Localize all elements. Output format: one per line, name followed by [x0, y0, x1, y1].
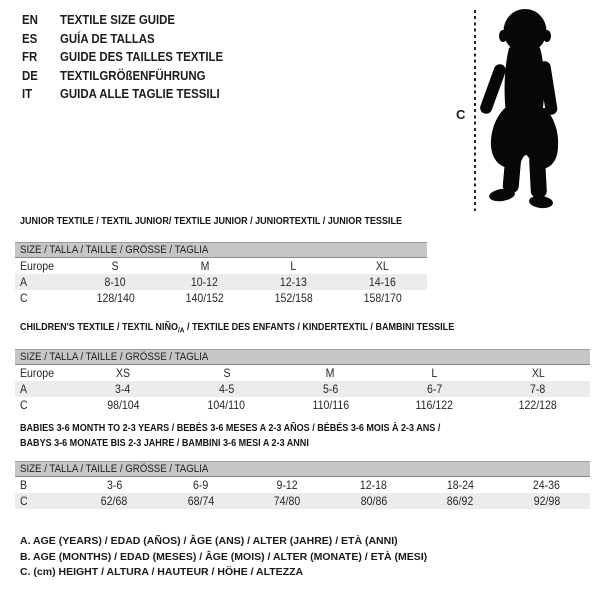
table-cell: 158/170	[363, 291, 402, 305]
table-cell: 6-9	[193, 478, 209, 492]
table-cell: 3-4	[115, 381, 131, 396]
table-cell: 3-6	[106, 478, 122, 492]
size-table	[15, 461, 590, 509]
language-row	[22, 11, 245, 30]
row-label: A	[20, 275, 28, 289]
language-title: GUÍA DE TALLAS	[60, 30, 155, 46]
table-cell: M	[200, 259, 209, 273]
table-row	[15, 381, 590, 397]
table-cell: 92/98	[533, 494, 560, 508]
table-row	[15, 274, 427, 290]
table-cell: 128/140	[96, 291, 135, 305]
table-size-header: SIZE / TALLA / TAILLE / GRÖSSE / TAGLIA	[15, 461, 590, 477]
size-table	[15, 242, 427, 306]
table-cell: 122/128	[518, 397, 558, 412]
table-cell: 6-7	[426, 381, 442, 396]
language-title: GUIDE DES TAILLES TEXTILE	[60, 49, 224, 65]
language-row	[22, 85, 245, 104]
row-label: Europe	[20, 365, 55, 380]
baby-silhouette-icon	[479, 6, 573, 212]
size-table-section-children	[15, 320, 590, 413]
table-cell: 5-6	[322, 381, 339, 396]
language-row	[22, 30, 245, 49]
table-cell: 8-10	[104, 275, 127, 289]
row-label: C	[20, 494, 28, 508]
table-cell: XL	[376, 259, 389, 273]
table-title: BABIES 3-6 MONTH TO 2-3 YEARS / BEBÉS 3-6 MESES A 2-3 AÑOS / BÉBÉS 3-6 MOIS À 2-3 ANS /	[20, 422, 441, 434]
table-row	[15, 258, 427, 274]
table-cell: 98/104	[106, 397, 140, 412]
height-label-c: C	[456, 107, 466, 122]
language-code: FR	[22, 49, 38, 65]
row-label: Europe	[20, 259, 55, 273]
size-table	[15, 349, 590, 413]
language-code: ES	[22, 30, 38, 46]
table-cell: 24-36	[533, 478, 561, 492]
table-cell: S	[111, 259, 120, 273]
table-cell: 116/122	[415, 397, 453, 412]
table-cell: 4-5	[219, 381, 235, 396]
table-cell: S	[223, 365, 231, 380]
table-cell: 12-13	[279, 275, 308, 289]
table-size-header: SIZE / TALLA / TAILLE / GRÖSSE / TAGLIA	[15, 242, 427, 258]
table-cell: 74/80	[274, 494, 301, 508]
table-cell: XS	[115, 365, 130, 380]
language-code: EN	[22, 12, 38, 27]
table-cell: M	[326, 365, 335, 380]
table-cell: 152/158	[274, 291, 313, 305]
table-cell: 140/152	[185, 291, 224, 305]
footnotes	[20, 534, 427, 581]
table-cell: 10-12	[190, 275, 219, 289]
language-title: GUIDA ALLE TAGLIE TESSILI	[60, 86, 220, 102]
row-label: B	[20, 478, 28, 492]
table-cell: 7-8	[530, 381, 546, 396]
language-code: DE	[22, 67, 38, 83]
language-title: TEXTILE SIZE GUIDE	[60, 12, 176, 27]
footnote-line: A. AGE (YEARS) / EDAD (AÑOS) / ÂGE (ANS) / ALTER (JAHRE) / ETÀ (ANNI)	[20, 535, 398, 547]
table-cell: L	[431, 365, 438, 380]
table-title: CHILDREN'S TEXTILE / TEXTIL $NIÑO_{/A}$ / TEXTILE DES ENFANTS / KINDERTEXTIL / BAMBINI TESSILE	[20, 321, 455, 335]
height-dotted-line	[474, 10, 476, 211]
table-cell: 12-18	[360, 478, 388, 492]
table-cell: 68/74	[187, 494, 214, 508]
table-cell: 110/116	[312, 397, 349, 412]
language-code: IT	[22, 86, 33, 102]
table-row	[15, 290, 427, 306]
row-label: A	[20, 381, 28, 396]
table-cell: L	[290, 259, 297, 273]
table-cell: XL	[531, 365, 545, 380]
language-list	[22, 11, 245, 104]
table-cell: 18-24	[446, 478, 474, 492]
table-title: BABYS 3-6 MONATE BIS 2-3 JAHRE / BAMBINI 3-6 MESI A 2-3 ANNI	[20, 437, 309, 449]
table-cell: 62/68	[101, 494, 128, 508]
table-row	[15, 493, 590, 509]
footnote-line: C. (cm) HEIGHT / ALTURA / HAUTEUR / HÖHE / ALTEZZA	[20, 566, 304, 579]
table-row	[15, 397, 590, 413]
language-row	[22, 48, 245, 67]
table-cell: 86/92	[447, 494, 474, 508]
row-label: C	[20, 291, 28, 305]
language-row	[22, 67, 245, 86]
table-size-header: SIZE / TALLA / TAILLE / GRÖSSE / TAGLIA	[15, 349, 590, 365]
table-row	[15, 477, 590, 493]
table-cell: 104/110	[207, 397, 246, 412]
table-cell: 80/86	[360, 494, 387, 508]
footnote-line: B. AGE (MONTHS) / EDAD (MESES) / ÂGE (MOIS) / ALTER (MONATE) / ETÀ (MESI)	[20, 550, 428, 563]
table-title: JUNIOR TEXTILE / TEXTIL JUNIOR/ TEXTILE JUNIOR / JUNIORTEXTIL / JUNIOR TESSILE	[20, 215, 402, 227]
size-table-section-babies	[15, 421, 590, 509]
table-row	[15, 365, 590, 381]
row-label: C	[20, 397, 28, 412]
table-cell: 14-16	[368, 275, 397, 289]
size-table-section-junior	[15, 214, 427, 306]
table-cell: 9-12	[276, 478, 298, 492]
language-title: TEXTILGRÖßENFÜHRUNG	[60, 67, 206, 83]
